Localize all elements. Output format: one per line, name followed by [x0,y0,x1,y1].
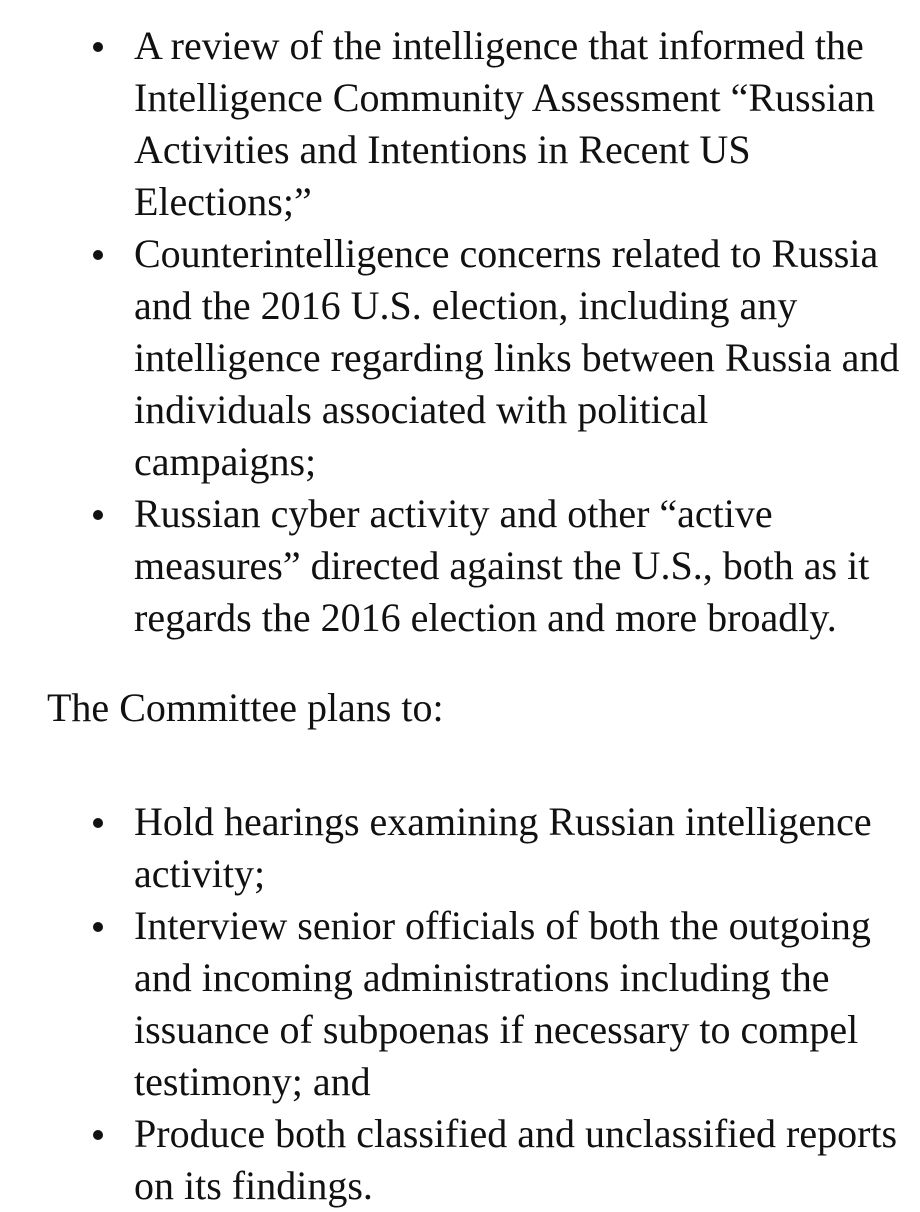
review-scope-list [0,20,920,644]
list-item [0,900,920,1108]
list-item [0,488,920,644]
list-item [0,1108,920,1212]
bullet-icon [93,510,103,520]
list-item-text: Hold hearings examining Russian intelligence activity; [134,799,872,896]
committee-plans-list [0,796,920,1212]
list-item-text: Russian cyber activity and other “active measures” directed against the U.S., both as it regards the 2016 election and more broadly. [134,491,870,640]
bullet-icon [93,1130,103,1140]
list-item [0,228,920,488]
bullet-icon [93,250,103,260]
list-item-text: Interview senior officials of both the outgoing and incoming administrations including the issuance of subpoenas if necessary to compel testimony; and [134,903,871,1104]
bullet-icon [93,818,103,828]
list-item [0,796,920,900]
bullet-icon [93,42,103,52]
list-item-text: Produce both classified and unclassified reports on its findings. [134,1111,898,1208]
list-item [0,20,920,228]
committee-plans-intro: The Committee plans to: [47,685,444,730]
bullet-icon [93,922,103,932]
list-item-text: A review of the intelligence that informed the Intelligence Community Assessment “Russian Activities and Intentions in Recent US Elections;” [134,23,876,224]
list-item-text: Counterintelligence concerns related to Russia and the 2016 U.S. election, including any intelligence regarding links between Russia and individuals associated with political campaigns; [134,231,900,484]
